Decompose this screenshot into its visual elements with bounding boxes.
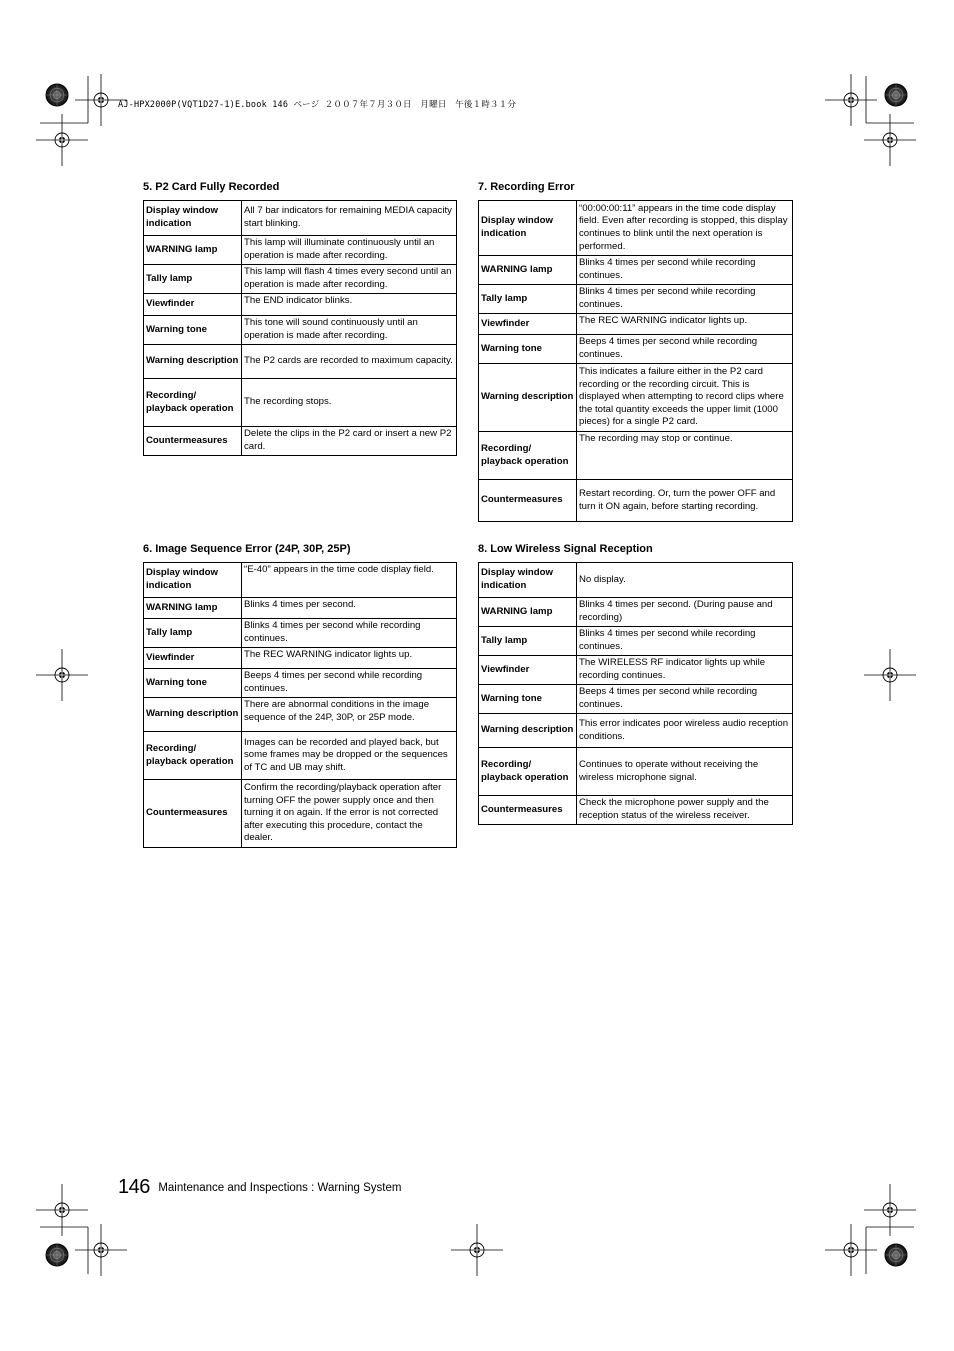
- row-value: The WIRELESS RF indicator lights up while recording continues.: [577, 656, 793, 685]
- row-value: This lamp will flash 4 times every second until an operation is made after recording.: [242, 265, 457, 294]
- row-label: Countermeasures: [479, 796, 577, 825]
- print-file-info: AJ-HPX2000P(VQT1D27-1)E.book 146 ページ ２００７年７月３０日 月曜日 午後１時３１分: [118, 100, 517, 110]
- row-value: Check the microphone power supply and the reception status of the wireless receiver.: [577, 796, 793, 825]
- row-value: Blinks 4 times per second while recording continues.: [242, 619, 457, 648]
- footer-section-title: Maintenance and Inspections : Warning System: [158, 1182, 402, 1194]
- section-p2-card-fully-recorded: [143, 181, 457, 456]
- row-value: This lamp will illuminate continuously until an operation is made after recording.: [242, 236, 457, 265]
- table-row: [144, 732, 457, 780]
- table-row: [479, 480, 793, 522]
- table-row: [479, 256, 793, 285]
- row-label: Warning tone: [144, 669, 242, 698]
- table-row: [479, 364, 793, 432]
- corner-mark-bottom-right: [825, 1184, 916, 1276]
- row-label: Viewfinder: [479, 314, 577, 335]
- table-row: [479, 656, 793, 685]
- row-label: Warning description: [479, 714, 577, 748]
- row-value: Beeps 4 times per second while recording continues.: [577, 335, 793, 364]
- row-value: Confirm the recording/playback operation after turning OFF the power supply once and then turning it on again. If the error is not corrected after executing this procedure, contact the dealer.: [242, 780, 457, 848]
- row-value: This tone will sound continuously until an operation is made after recording.: [242, 316, 457, 345]
- corner-mark-bottom-left: [36, 1184, 127, 1276]
- row-label: WARNING lamp: [144, 598, 242, 619]
- table-row: [479, 685, 793, 714]
- row-label: WARNING lamp: [479, 598, 577, 627]
- section-low-wireless-signal: [478, 543, 793, 825]
- warning-table: [478, 200, 793, 522]
- row-value: The recording may stop or continue.: [577, 432, 793, 480]
- table-row: [144, 201, 457, 236]
- row-label: Warning description: [144, 698, 242, 732]
- table-row: [144, 669, 457, 698]
- table-row: [144, 345, 457, 379]
- table-row: [144, 316, 457, 345]
- table-row: [479, 627, 793, 656]
- row-label: Warning tone: [144, 316, 242, 345]
- row-value: Blinks 4 times per second.: [242, 598, 457, 619]
- table-row: [144, 294, 457, 316]
- table-row: [144, 563, 457, 598]
- row-value: There are abnormal conditions in the image sequence of the 24P, 30P, or 25P mode.: [242, 698, 457, 732]
- row-value: Blinks 4 times per second while recording continues.: [577, 627, 793, 656]
- section-title: 5. P2 Card Fully Recorded: [143, 181, 280, 193]
- row-value: No display.: [577, 563, 793, 598]
- row-value: The recording stops.: [242, 379, 457, 427]
- section-title: 6. Image Sequence Error (24P, 30P, 25P): [143, 543, 351, 555]
- row-value: “E-40” appears in the time code display field.: [242, 563, 457, 598]
- table-row: [479, 796, 793, 825]
- table-row: [144, 780, 457, 848]
- row-label: Tally lamp: [144, 619, 242, 648]
- warning-table: [478, 562, 793, 825]
- corner-mark-top-left: [36, 74, 127, 166]
- row-label: Recording/ playback operation: [479, 432, 577, 480]
- table-row: [144, 698, 457, 732]
- row-label: Warning description: [144, 345, 242, 379]
- row-value: “00:00:00:11” appears in the time code display field. Even after recording is stopped, this display continues to blink until the next operation is performed.: [577, 201, 793, 256]
- row-value: Blinks 4 times per second while recording continues.: [577, 256, 793, 285]
- row-label: WARNING lamp: [479, 256, 577, 285]
- row-label: Recording/ playback operation: [144, 379, 242, 427]
- page-number: 146: [118, 1176, 150, 1198]
- warning-table: [143, 200, 457, 456]
- row-label: Warning tone: [479, 685, 577, 714]
- table-row: [144, 427, 457, 456]
- table-row: [144, 619, 457, 648]
- side-mark-left: [36, 649, 88, 701]
- row-label: Recording/ playback operation: [144, 732, 242, 780]
- bottom-center-mark: [451, 1224, 503, 1276]
- row-label: Countermeasures: [144, 780, 242, 848]
- row-value: This indicates a failure either in the P2 card recording or the recording circuit. This is displayed when attempting to record clips where the total quantity exceeds the upper limit (1000 pieces) for a single P2 card.: [577, 364, 793, 432]
- row-label: Tally lamp: [144, 265, 242, 294]
- table-row: [479, 563, 793, 598]
- section-image-sequence-error: [143, 543, 457, 848]
- row-label: WARNING lamp: [144, 236, 242, 265]
- table-row: [479, 432, 793, 480]
- row-label: Warning tone: [479, 335, 577, 364]
- row-label: Tally lamp: [479, 627, 577, 656]
- row-label: Display window indication: [144, 201, 242, 236]
- warning-table: [143, 562, 457, 848]
- row-label: Viewfinder: [144, 294, 242, 316]
- row-label: Tally lamp: [479, 285, 577, 314]
- table-row: [144, 648, 457, 669]
- corner-mark-top-right: [825, 74, 916, 166]
- row-label: Display window indication: [144, 563, 242, 598]
- row-value: Beeps 4 times per second while recording continues.: [577, 685, 793, 714]
- row-label: Countermeasures: [144, 427, 242, 456]
- row-value: Beeps 4 times per second while recording continues.: [242, 669, 457, 698]
- row-label: Display window indication: [479, 563, 577, 598]
- row-value: The REC WARNING indicator lights up.: [242, 648, 457, 669]
- table-row: [144, 598, 457, 619]
- section-title: 8. Low Wireless Signal Reception: [478, 543, 653, 555]
- row-value: Blinks 4 times per second. (During pause and recording): [577, 598, 793, 627]
- table-row: [479, 748, 793, 796]
- row-label: Warning description: [479, 364, 577, 432]
- row-value: Blinks 4 times per second while recording continues.: [577, 285, 793, 314]
- table-row: [479, 598, 793, 627]
- row-label: Recording/ playback operation: [479, 748, 577, 796]
- row-label: Display window indication: [479, 201, 577, 256]
- section-recording-error: [478, 181, 793, 522]
- row-value: All 7 bar indicators for remaining MEDIA capacity start blinking.: [242, 201, 457, 236]
- table-row: [479, 201, 793, 256]
- table-row: [144, 265, 457, 294]
- page-footer: [118, 1176, 401, 1199]
- table-row: [479, 335, 793, 364]
- row-value: The P2 cards are recorded to maximum capacity.: [242, 345, 457, 379]
- table-row: [144, 236, 457, 265]
- table-row: [479, 314, 793, 335]
- row-value: Continues to operate without receiving the wireless microphone signal.: [577, 748, 793, 796]
- table-row: [479, 285, 793, 314]
- row-value: This error indicates poor wireless audio reception conditions.: [577, 714, 793, 748]
- section-title: 7. Recording Error: [478, 181, 575, 193]
- row-value: The REC WARNING indicator lights up.: [577, 314, 793, 335]
- table-row: [479, 714, 793, 748]
- side-mark-right: [864, 649, 916, 701]
- row-value: Restart recording. Or, turn the power OFF and turn it ON again, before starting recording.: [577, 480, 793, 522]
- row-label: Viewfinder: [144, 648, 242, 669]
- row-value: Delete the clips in the P2 card or insert a new P2 card.: [242, 427, 457, 456]
- row-label: Viewfinder: [479, 656, 577, 685]
- row-value: Images can be recorded and played back, but some frames may be dropped or the sequences of TC and UB may shift.: [242, 732, 457, 780]
- table-row: [144, 379, 457, 427]
- row-value: The END indicator blinks.: [242, 294, 457, 316]
- row-label: Countermeasures: [479, 480, 577, 522]
